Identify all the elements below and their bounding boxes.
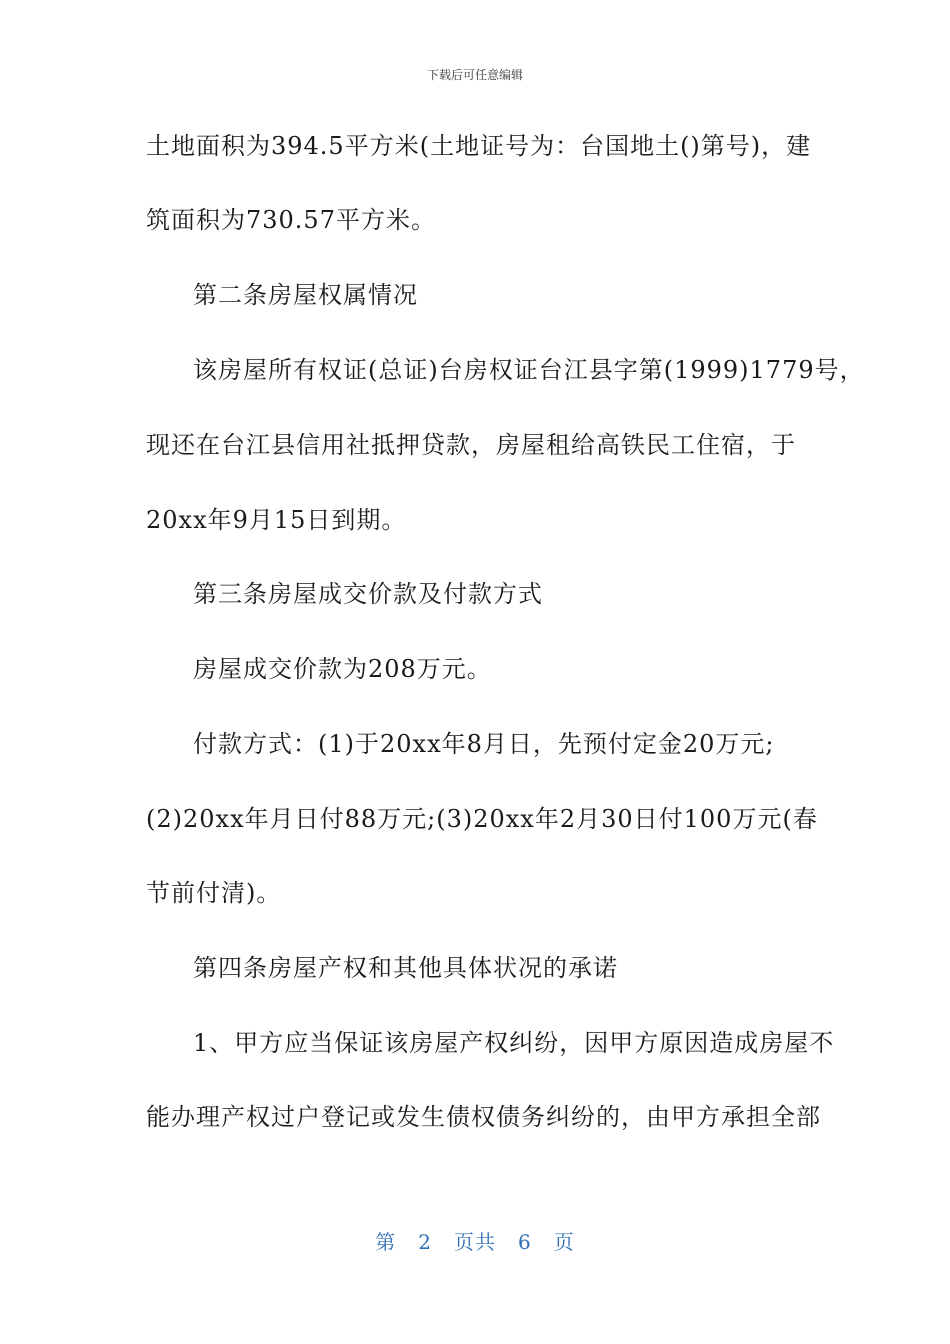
text-line: 付款方式：(1)于20xx年8月日，先预付定金20万元; [193,730,775,758]
text-line: 该房屋所有权证(总证)台房权证台江县字第(1999)1779号， [193,356,865,384]
footer-suffix: 页 [553,1230,575,1254]
text-line: 节前付清)。 [146,879,282,907]
page-footer [0,1226,950,1255]
text-line: 土地面积为394.5平方米(土地证号为：台国地土()第号)，建 [146,132,812,160]
text-line: 房屋成交价款为208万元。 [193,655,492,683]
text-line: 20xx年9月15日到期。 [146,506,407,534]
section-heading: 第三条房屋成交价款及付款方式 [193,580,543,608]
section-heading: 第四条房屋产权和其他具体状况的承诺 [193,954,618,982]
text-line: 能办理产权过户登记或发生债权债务纠纷的，由甲方承担全部 [146,1103,821,1131]
footer-page-number: 2 [418,1230,432,1254]
footer-middle: 页共 [454,1230,496,1254]
section-heading: 第二条房屋权属情况 [193,281,418,309]
text-line: 现还在台江县信用社抵押贷款，房屋租给高铁民工住宿，于 [146,431,796,459]
footer-total-pages: 6 [518,1230,532,1254]
text-line: 筑面积为730.57平方米。 [146,206,436,234]
footer-prefix: 第 [375,1230,397,1254]
page-header: 下载后可任意编辑 [426,68,523,82]
text-line: (2)20xx年月日付88万元;(3)20xx年2月30日付100万元(春 [146,805,818,833]
text-line: 1、甲方应当保证该房屋产权纠纷，因甲方原因造成房屋不 [193,1029,835,1057]
